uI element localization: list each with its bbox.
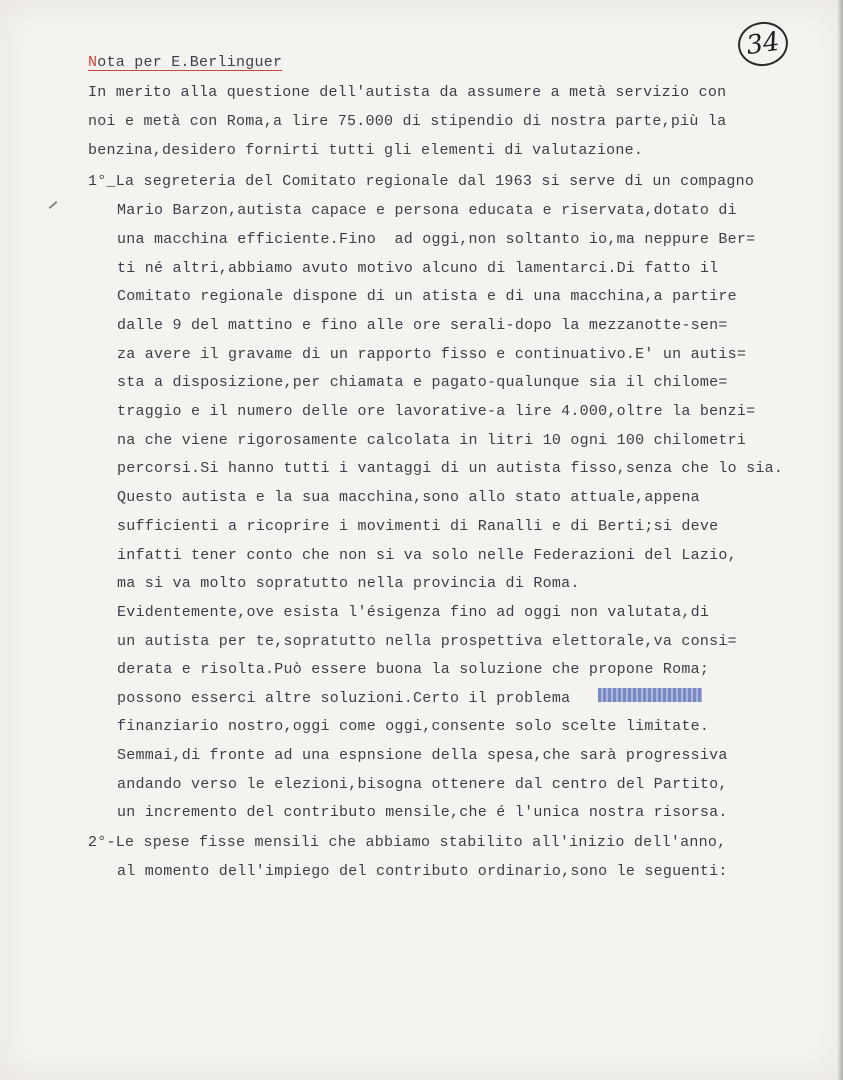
text-line: un autista per te,sopratutto nella prospettiva elettorale,va consi=	[117, 633, 737, 650]
text-line: noi e metà con Roma,a lire 75.000 di stipendio di nostra parte,più la	[88, 113, 727, 130]
text-line: Questo autista e la sua macchina,sono allo stato attuale,appena	[117, 489, 700, 506]
text-line: derata e risolta.Può essere buona la soluzione che propone Roma;	[117, 661, 710, 678]
text-line: benzina,desidero fornirti tutti gli elementi di valutazione.	[88, 142, 644, 159]
text-line: na che viene rigorosamente calcolata in litri 10 ogni 100 chilometri	[117, 432, 747, 449]
text-line: sufficienti a ricoprire i movimenti di Ranalli e di Berti;si deve	[117, 518, 719, 535]
text-line: sta a disposizione,per chiamata e pagato-qualunque sia il chilome=	[117, 374, 728, 391]
text-line: ti né altri,abbiamo avuto motivo alcuno di lamentarci.Di fatto il	[117, 260, 719, 277]
text-line: andando verso le elezioni,bisogna ottenere dal centro del Partito,	[117, 776, 728, 793]
text-line: traggio e il numero delle ore lavorative-a lire 4.000,oltre la benzi=	[117, 403, 756, 420]
text-line: una macchina efficiente.Fino ad oggi,non soltanto io,ma neppure Ber=	[117, 231, 756, 248]
text-line: Evidentemente,ove esista l'ésigenza fino ad oggi non valutata,di	[117, 604, 710, 621]
text-line: 2°-Le spese fisse mensili che abbiamo stabilito all'inizio dell'anno,	[88, 834, 727, 851]
text-line: dalle 9 del mattino e fino alle ore serali-dopo la mezzanotte-sen=	[117, 317, 728, 334]
text-line: infatti tener conto che non si va solo nelle Federazioni del Lazio,	[117, 547, 737, 564]
text-line: 1°_La segreteria del Comitato regionale dal 1963 si serve di un compagno	[88, 173, 755, 190]
text-line: un incremento del contributo mensile,che é l'unica nostra risorsa.	[117, 804, 728, 821]
struck-out-text	[598, 688, 702, 702]
text-line: Comitato regionale dispone di un atista e di una macchina,a partire	[117, 288, 737, 305]
text-line: al momento dell'impiego del contributo ordinario,sono le seguenti:	[117, 863, 728, 880]
text-line: In merito alla questione dell'autista da assumere a metà servizio con	[88, 84, 727, 101]
text-line: finanziario nostro,oggi come oggi,consente solo scelte limitate.	[117, 718, 710, 735]
margin-mark	[49, 201, 58, 209]
text-line: possono esserci altre soluzioni.Certo il problema	[117, 690, 571, 707]
page-number-circled: 34	[735, 19, 791, 70]
text-line: ma si va molto sopratutto nella provincia di Roma.	[117, 575, 580, 592]
text-line: Semmai,di fronte ad una espnsione della spesa,che sarà progressiva	[117, 747, 728, 764]
reverse-side-bleed-through	[60, 1030, 620, 1070]
text-line: za avere il gravame di un rapporto fisso e continuativo.E' un autis=	[117, 346, 747, 363]
page-edge-shadow	[837, 0, 843, 1080]
text-line: percorsi.Si hanno tutti i vantaggi di un autista fisso,senza che lo sia.	[117, 460, 784, 477]
title-rest: ota per E.Berlinguer	[97, 54, 283, 71]
document-title	[88, 54, 282, 71]
title-initial: N	[88, 54, 98, 71]
text-line: Mario Barzon,autista capace e persona educata e riservata,dotato di	[117, 202, 737, 219]
